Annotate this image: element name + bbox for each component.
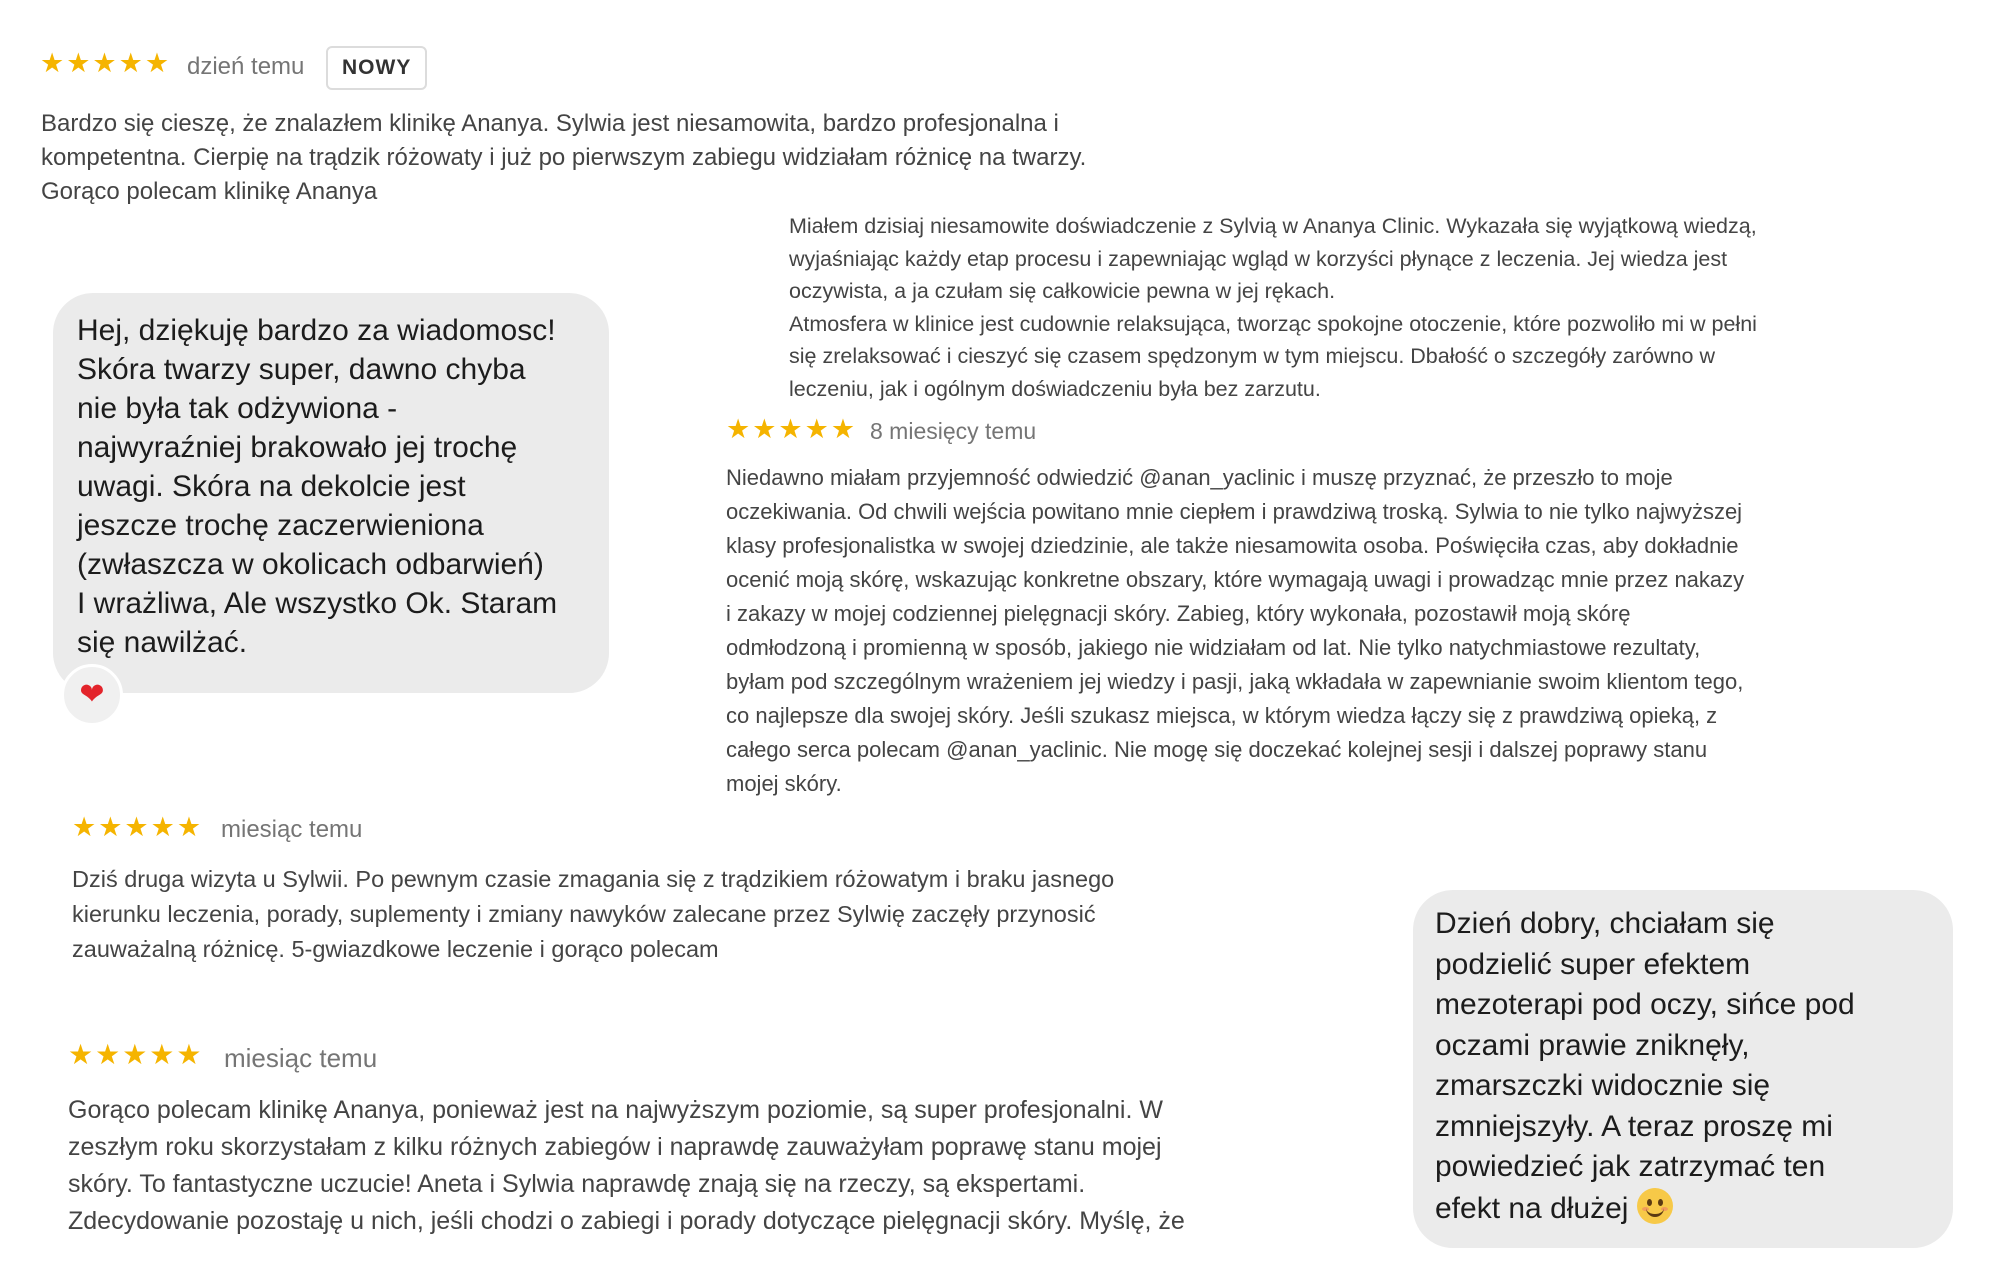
review-5-text: Gorąco polecam klinikę Ananya, ponieważ jest na najwyższym poziomie, są super profesjonalni. W zeszłym roku skorzystałam z kilku różnych zabiegów i naprawdę zauważyłam poprawę stanu mojej skóry. To fantastyczne uczucie! Aneta i Sylwia naprawdę znają się na rzeczy, są ekspertami. Zdecydowanie pozostaję u nich, jeśli chodzi o zabiegi i porady dotyczące pielęgnacji skóry. Myślę, że xyxy=(68,1096,1185,1235)
review-1-time: dzień temu xyxy=(187,53,305,80)
smiling-face-emoji-icon xyxy=(1637,1188,1673,1224)
review-3-time: 8 miesięcy temu xyxy=(870,418,1037,444)
review-1-stars: ★★★★★ xyxy=(40,48,172,78)
new-badge: NOWY xyxy=(326,46,427,90)
review-5-stars: ★★★★★ xyxy=(68,1039,204,1070)
review-3-stars: ★★★★★ xyxy=(726,414,858,444)
message-bubble-1: Hej, dziękuję bardzo za wiadomosc! Skóra twarzy super, dawno chyba nie była tak odżywiona - najwyraźniej brakowało jej trochę uwagi. Skóra na dekolcie jest jeszcze trochę zaczerwieniona (zwłaszcza w okolicach odbarwień) I wrażliwa, Ale wszystko Ok. Staram się nawilżać. xyxy=(53,293,609,693)
message-2-text: Dzień dobry, chciałam się podzielić super efektem mezoterapi pod oczy, sińce pod oczami prawie zniknęły, zmarszczki widocznie się zmniejszyły. A teraz proszę mi powiedzieć jak zatrzymać ten efekt na dłużej xyxy=(1435,907,1855,1225)
review-4-stars: ★★★★★ xyxy=(72,812,204,842)
review-5-time: miesiąc temu xyxy=(224,1043,378,1073)
review-2-text: Miałem dzisiaj niesamowite doświadczenie z Sylvią w Ananya Clinic. Wykazała się wyjątkową wiedzą, wyjaśniając każdy etap procesu i zapewniając wgląd w korzyści płynące z leczenia. Jej wiedza jest oczywista, a ja czułam się całkowicie pewna w jej rękach. Atmosfera w klinice jest cudownie relaksująca, tworząc spokojne otoczenie, które pozwoliło mi w pełni się zrelaksować i cieszyć się czasem spędzonym w tym miejscu. Dbałość o szczegóły zarówno w leczeniu, jak i ogólnym doświadczeniu była bez zarzutu. xyxy=(789,214,1757,401)
review-4-time: miesiąc temu xyxy=(221,816,363,843)
heart-reaction-icon: ❤ xyxy=(61,664,123,726)
review-4-text: Dziś druga wizyta u Sylwii. Po pewnym czasie zmagania się z trądzikiem różowatym i braku jasnego kierunku leczenia, porady, suplementy i zmiany nawyków zalecane przez Sylwię zaczęły przynosić zauważalną różnicę. 5-gwiazdkowe leczenie i gorąco polecam xyxy=(72,866,1115,962)
review-1-text: Bardzo się cieszę, że znalazłem klinikę Ananya. Sylwia jest niesamowita, bardzo profesjonalna i kompetentna. Cierpię na trądzik różowaty i już po pierwszym zabiegu widziałam różnicę na twarzy. Gorąco polecam klinikę Ananya xyxy=(41,110,1087,205)
message-bubble-2 xyxy=(1413,890,1953,1248)
review-3-text: Niedawno miałam przyjemność odwiedzić @anan_yaclinic i muszę przyznać, że przeszło to moje oczekiwania. Od chwili wejścia powitano mnie ciepłem i prawdziwą troską. Sylwia to nie tylko najwyższej klasy profesjonalistka w swojej dziedzinie, ale także niesamowita osoba. Poświęciła czas, aby dokładnie ocenić moją skórę, wskazując konkretne obszary, które wymagają uwagi i prowadząc mnie przez nakazy i zakazy w mojej codziennej pielęgnacji skóry. Zabieg, który wykonała, pozostawił moją skórę odmłodzoną i promienną w sposób, jakiego nie widziałam od lat. Nie tylko natychmiastowe rezultaty, byłam pod szczególnym wrażeniem jej wiedzy i pasji, jaką wkładała w zapewnianie swoim klientom tego, co najlepsze dla swojej skóry. Jeśli szukasz miejsca, w którym wiedza łączy się z prawdziwą opieką, z całego serca polecam @anan_yaclinic. Nie mogę się doczekać kolejnej sesji i dalszej poprawy stanu mojej skóry. xyxy=(726,465,1745,796)
